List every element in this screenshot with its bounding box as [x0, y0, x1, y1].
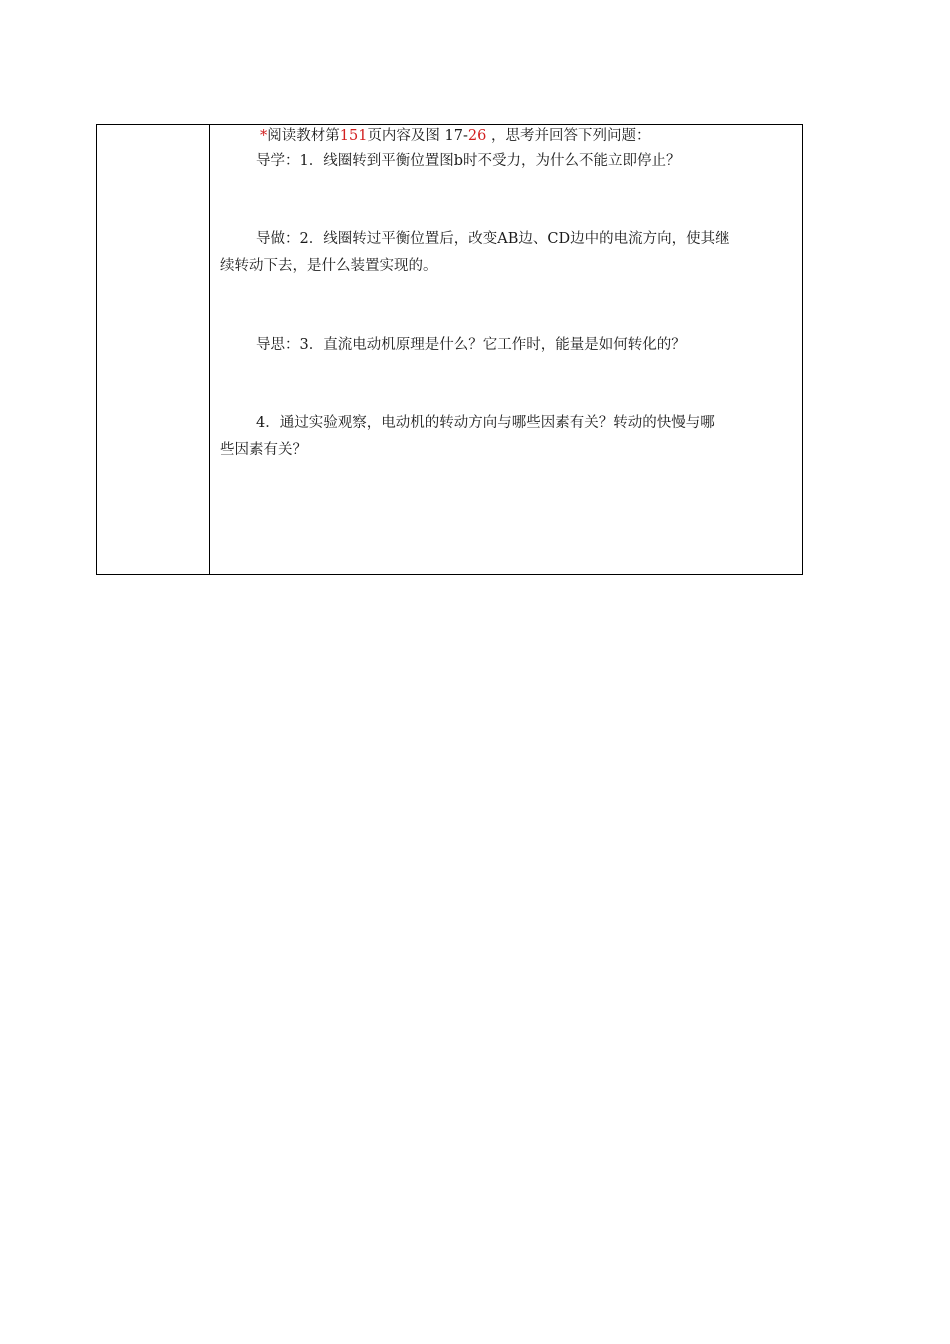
- question-2-line-2: 续转动下去，是什么装置实现的。: [220, 258, 438, 274]
- table-left-cell: [97, 125, 210, 574]
- star-marker: *: [260, 128, 268, 144]
- page-number: 151: [339, 128, 368, 144]
- instruction-text-3: ，思考并回答下列问题：: [486, 128, 651, 144]
- reading-instruction: [220, 123, 794, 150]
- question-3: 导思：3．直流电动机原理是什么？它工作时，能量是如何转化的？: [256, 337, 686, 353]
- question-1: 导学：1．线圈转到平衡位置图b时不受力，为什么不能立即停止？: [256, 153, 681, 169]
- worksheet-table: [96, 124, 803, 575]
- instruction-text-1: 阅读教材第: [267, 128, 340, 144]
- instruction-text-2: 页内容及图 17-: [367, 128, 468, 144]
- question-4-line-1: 4．通过实验观察，电动机的转动方向与哪些因素有关？转动的快慢与哪: [256, 415, 715, 431]
- question-2-line-1: 导做：2．线圈转过平衡位置后，改变AB边、CD边中的电流方向，使其继: [256, 231, 730, 247]
- table-right-cell: [210, 125, 802, 574]
- figure-number: 26: [467, 128, 487, 144]
- question-4-line-2: 些因素有关？: [220, 442, 307, 458]
